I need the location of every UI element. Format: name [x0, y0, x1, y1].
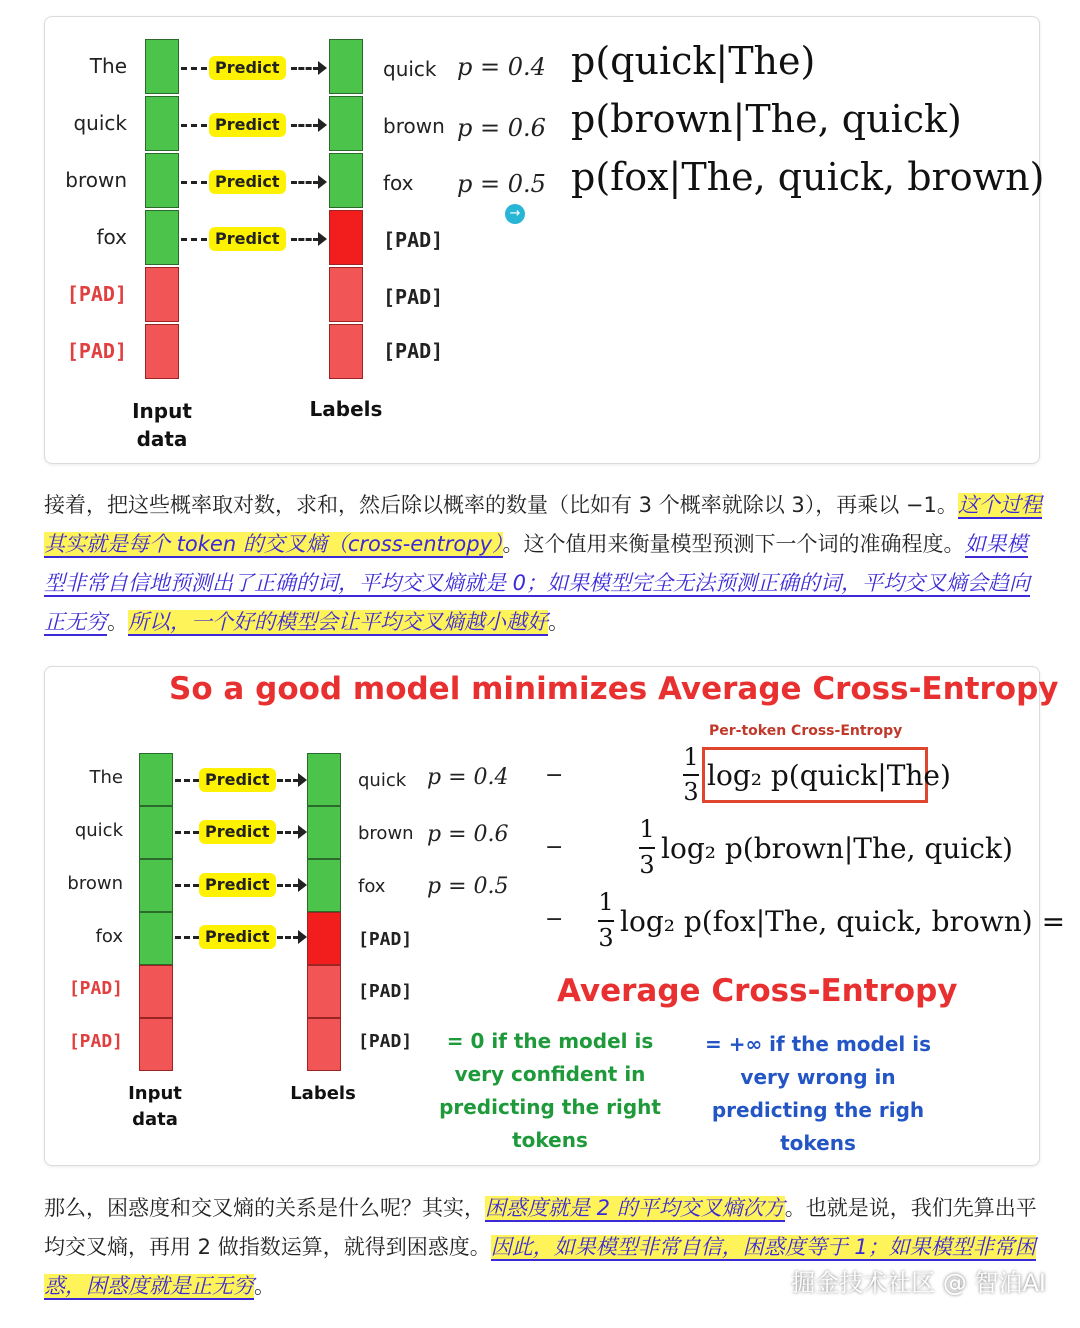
watermark: 掘金技术社区 @ 智泊AI	[791, 1269, 1046, 1297]
label-cell	[307, 806, 341, 859]
arrow-line	[277, 936, 299, 939]
probability: p = 0.6	[427, 822, 509, 847]
fraction-denominator: 3	[639, 851, 655, 879]
zero-caption: = 0 if the model is very confident in predicting the right tokens	[439, 1029, 661, 1152]
input-token-pad: [PAD]	[66, 339, 127, 363]
arrow-line	[181, 67, 207, 70]
label-cell-pad	[329, 210, 363, 265]
predict-badge: Predict	[209, 170, 286, 194]
highlight-text: 这个过程其实就是每个 token 的交叉熵（cross-entropy）	[44, 493, 1042, 556]
label-token-pad: [PAD]	[358, 929, 413, 950]
fraction-denominator: 3	[683, 778, 699, 806]
cursor-icon: →	[505, 204, 525, 224]
input-cell	[139, 912, 173, 965]
paragraph-text: 。	[548, 610, 569, 634]
input-cell	[145, 39, 179, 94]
log-term: log₂ p(brown|The, quick)	[661, 832, 1013, 865]
probability: p = 0.4	[427, 765, 509, 790]
input-token: fox	[95, 926, 123, 947]
arrow-line	[175, 831, 199, 834]
arrow-head	[318, 175, 327, 189]
label-token: brown	[358, 823, 414, 844]
arrow-line	[277, 779, 299, 782]
arrow-line	[181, 124, 207, 127]
arrow-line	[175, 936, 199, 939]
conditional-probability: p(quick|The)	[571, 39, 816, 83]
predict-badge: Predict	[209, 113, 286, 137]
fraction-denominator: 3	[598, 924, 614, 952]
label-token: brown	[383, 114, 445, 138]
label-token-pad: [PAD]	[358, 981, 413, 1002]
input-token: fox	[96, 225, 127, 249]
arrow-head	[318, 232, 327, 246]
paragraph-text: 。	[107, 610, 128, 634]
fraction-bar	[639, 847, 655, 849]
probability: p = 0.4	[457, 53, 546, 81]
fraction-bar	[683, 774, 699, 776]
highlight-text: 所以，一个好的模型会让平均交叉熵越小越好	[128, 610, 548, 634]
predict-badge: Predict	[199, 768, 276, 792]
input-cell	[139, 806, 173, 859]
input-cell-pad	[139, 1018, 173, 1071]
arrow-line	[277, 884, 299, 887]
minus-sign: −	[545, 907, 564, 932]
input-token: brown	[67, 873, 123, 894]
predict-badge: Predict	[199, 820, 276, 844]
paragraph-text: 。也就是说，我们先算出平均交叉熵，再用 2 做指数运算，就得到困惑度。	[44, 1196, 1037, 1259]
conditional-probability: p(fox|The, quick, brown)	[571, 155, 1045, 199]
arrow-line	[291, 67, 319, 70]
paragraph-text: 接着，把这些概率取对数，求和，然后除以概率的数量（比如有 3 个概率就除以 3），再乘以 −1。	[44, 493, 958, 517]
arrow-line	[181, 181, 207, 184]
arrow-head	[298, 825, 307, 839]
arrow-line	[181, 238, 207, 241]
input-token-pad: [PAD]	[66, 282, 127, 306]
conditional-probability: p(brown|The, quick)	[571, 97, 962, 141]
label-cell-pad	[329, 324, 363, 379]
label-token: quick	[358, 770, 407, 791]
input-token-pad: [PAD]	[68, 978, 123, 999]
input-cell-pad	[139, 965, 173, 1018]
probability: p = 0.6	[457, 114, 546, 142]
label-token: fox	[358, 876, 386, 897]
input-cell-pad	[145, 267, 179, 322]
input-token: quick	[74, 820, 123, 841]
paragraph-1	[44, 486, 1044, 642]
labels-caption: Labels	[290, 1083, 356, 1104]
label-token-pad: [PAD]	[383, 339, 444, 363]
arrow-line	[277, 831, 299, 834]
input-data-caption: Input data	[132, 399, 192, 451]
paragraph-text: 那么，困惑度和交叉熵的关系是什么呢？其实，	[44, 1196, 485, 1220]
probability: p = 0.5	[427, 874, 509, 899]
arrow-line	[291, 181, 319, 184]
minus-sign: −	[545, 835, 564, 860]
input-cell	[145, 210, 179, 265]
arrow-head	[298, 878, 307, 892]
label-token-pad: [PAD]	[383, 228, 444, 252]
figure-2-card	[44, 666, 1066, 1166]
label-cell-pad	[307, 1018, 341, 1071]
label-cell	[329, 153, 363, 208]
predict-badge: Predict	[199, 925, 276, 949]
log-term: log₂ p(quick|The)	[707, 759, 951, 792]
arrow-line	[291, 124, 319, 127]
arrow-head	[318, 118, 327, 132]
input-cell	[145, 153, 179, 208]
input-cell	[139, 753, 173, 806]
predict-badge: Predict	[199, 873, 276, 897]
label-cell	[329, 39, 363, 94]
log-term: log₂ p(fox|The, quick, brown) =	[620, 905, 1066, 938]
average-cross-entropy-label: Average Cross-Entropy	[557, 973, 958, 1009]
fraction-numerator: 1	[639, 815, 655, 843]
input-data-caption: Input data	[128, 1083, 182, 1130]
arrow-line	[175, 779, 199, 782]
input-cell	[145, 96, 179, 151]
arrow-head	[318, 61, 327, 75]
minus-sign: −	[545, 763, 564, 788]
figure-title: So a good model minimizes Average Cross-Entropy	[169, 671, 1059, 707]
label-cell	[307, 753, 341, 806]
predict-badge: Predict	[209, 227, 286, 251]
input-token: quick	[73, 111, 127, 135]
label-token: quick	[383, 57, 437, 81]
input-cell	[139, 859, 173, 912]
highlight-text: 如果模型非常自信地预测出了正确的词，平均交叉熵就是 0；如果模型完全无法预测正确的词，平均交叉熵会趋向正无穷	[44, 532, 1031, 634]
fraction-bar	[598, 920, 614, 922]
arrow-head	[298, 930, 307, 944]
input-token: brown	[65, 168, 127, 192]
arrow-head	[298, 773, 307, 787]
label-token-pad: [PAD]	[383, 285, 444, 309]
paragraph-text: 。	[254, 1274, 275, 1298]
predict-badge: Predict	[209, 56, 286, 80]
fraction-numerator: 1	[683, 743, 699, 771]
label-token: fox	[383, 171, 414, 195]
paragraph-text: 。这个值用来衡量模型预测下一个词的准确程度。	[502, 532, 965, 556]
probability: p = 0.5	[457, 170, 546, 198]
fraction-numerator: 1	[598, 888, 614, 916]
input-token-pad: [PAD]	[68, 1031, 123, 1052]
arrow-line	[291, 238, 319, 241]
labels-caption: Labels	[309, 397, 383, 421]
arrow-line	[175, 884, 199, 887]
label-cell	[329, 96, 363, 151]
label-cell-pad	[307, 965, 341, 1018]
label-cell	[307, 859, 341, 912]
highlight-text: 困惑度就是 2 的平均交叉熵次方	[485, 1196, 785, 1220]
label-token-pad: [PAD]	[358, 1031, 413, 1052]
input-token: The	[89, 54, 127, 78]
label-cell-pad	[329, 267, 363, 322]
infinity-caption: = +∞ if the model is very wrong in predicting the righ tokens	[705, 1032, 931, 1155]
input-cell-pad	[145, 324, 179, 379]
highlight-text: 因此，如果模型非常自信，困惑度等于 1；如果模型非常困惑，困惑度就是正无穷	[44, 1235, 1036, 1298]
label-cell-pad	[307, 912, 341, 965]
figure-1-card	[44, 16, 1045, 464]
input-token: The	[89, 767, 123, 788]
per-token-label: Per-token Cross-Entropy	[709, 723, 903, 739]
